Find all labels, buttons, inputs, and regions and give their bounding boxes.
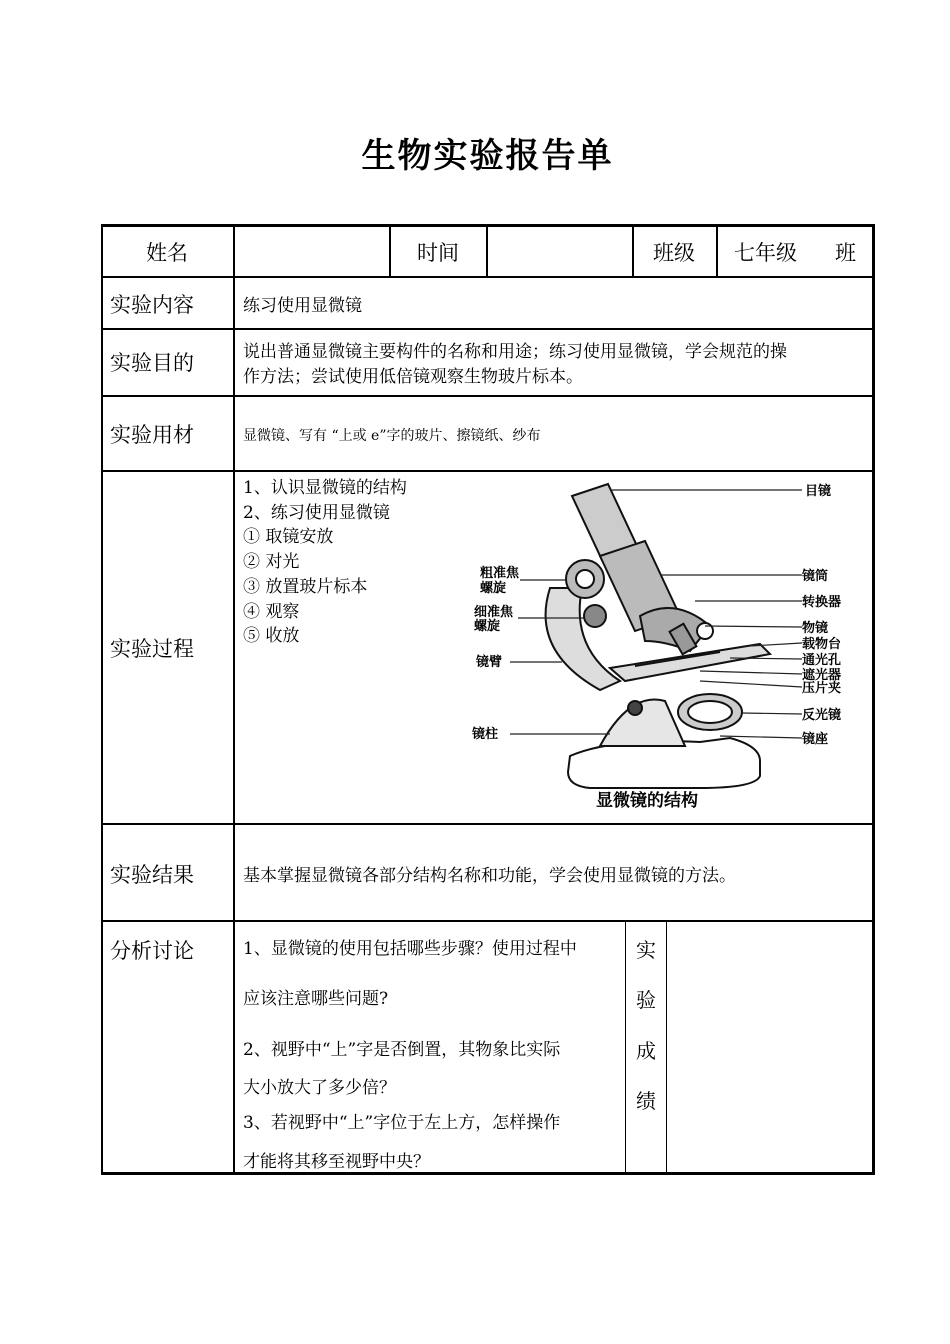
diagram-label-right: 载物台: [802, 637, 842, 652]
pointer-line: [700, 671, 802, 674]
grade-label-char: 绩: [636, 1089, 656, 1113]
name-field[interactable]: [245, 242, 385, 268]
discussion-line: 应该注意哪些问题?: [243, 989, 389, 1009]
time-field[interactable]: [495, 242, 625, 268]
pointer-line: [700, 681, 802, 687]
diagram-label-left: 螺旋: [474, 619, 501, 634]
col-divider: [716, 224, 718, 278]
grade-label-char: 验: [636, 988, 656, 1012]
fine-knob-shape: [584, 605, 606, 627]
time-label: 时间: [417, 241, 459, 265]
diagram-label-right: 目镜: [805, 484, 832, 499]
diagram-label-right: 反光镜: [802, 708, 842, 723]
grade-label-char: 实: [636, 938, 656, 962]
class-label: 班级: [653, 241, 695, 265]
discussion-label: 分析讨论: [110, 939, 194, 963]
purpose-line-2: 作方法；尝试使用低倍镜观察生物玻片标本。: [243, 367, 583, 387]
diagram-label-left: 镜柱: [472, 727, 499, 742]
coarse-knob-inner: [576, 570, 594, 588]
class-grade: 七年级: [734, 241, 797, 265]
result-label: 实验结果: [110, 863, 194, 887]
discussion-line: 2、视野中“上”字是否倒置，其物象比实际: [243, 1040, 561, 1060]
diagram-label-left: 螺旋: [480, 581, 507, 596]
table-border-right: [872, 224, 875, 1175]
discussion-line: 3、若视野中“上”字位于左上方，怎样操作: [243, 1113, 561, 1133]
materials-label: 实验用材: [110, 423, 194, 447]
purpose-line-1: 说出普通显微镜主要构件的名称和用途；练习使用显微镜，学会规范的操: [243, 342, 787, 362]
diagram-label-left: 粗准焦: [480, 566, 520, 581]
col-divider: [486, 224, 488, 278]
result-value: 基本掌握显微镜各部分结构名称和功能，学会使用显微镜的方法。: [243, 866, 736, 886]
row-divider: [101, 328, 875, 330]
mirror-inner: [688, 701, 732, 723]
grade-field[interactable]: [672, 930, 868, 1166]
row-divider: [101, 276, 875, 278]
col-divider: [233, 224, 235, 1175]
row-divider: [101, 920, 875, 922]
col-divider: [632, 224, 634, 278]
diagram-label-right: 物镜: [802, 621, 829, 636]
table-border-left: [101, 224, 103, 1175]
process-step: 1、认识显微镜的结构: [243, 478, 407, 498]
table-border-bottom: [101, 1172, 875, 1175]
arm-shape: [546, 588, 620, 690]
content-label: 实验内容: [110, 293, 194, 317]
diagram-label-right: 镜座: [802, 732, 829, 747]
process-step: ③ 放置玻片标本: [243, 577, 368, 597]
pointer-line: [742, 713, 802, 714]
grade-label-char: 成: [636, 1039, 656, 1063]
table-border-top: [101, 224, 875, 227]
discussion-line: 才能将其移至视野中央？: [243, 1152, 430, 1172]
diagram-caption: 显微镜的结构: [596, 791, 698, 811]
content-value: 练习使用显微镜: [243, 296, 362, 316]
diagram-label-left: 细准焦: [474, 605, 514, 620]
process-label: 实验过程: [110, 637, 194, 661]
name-label: 姓名: [146, 241, 188, 265]
process-step: ② 对光: [243, 552, 300, 572]
col-divider: [625, 920, 626, 1175]
col-divider: [666, 920, 667, 1175]
diagram-label-right: 遮光器: [802, 668, 842, 683]
objective-lens: [697, 623, 713, 639]
discussion-line: 1、显微镜的使用包括哪些步骤？使用过程中: [243, 939, 577, 959]
pivot-shape: [628, 701, 642, 715]
col-divider: [389, 224, 391, 278]
diagram-label-right: 压片夹: [802, 681, 842, 696]
pointer-line: [705, 626, 802, 627]
process-step: 2、练习使用显微镜: [243, 503, 390, 523]
discussion-line: 大小放大了多少倍？: [243, 1078, 396, 1098]
diagram-label-right: 通光孔: [802, 653, 842, 668]
microscope-diagram: [460, 476, 865, 816]
page-title: 生物实验报告单: [361, 136, 614, 176]
process-step: ④ 观察: [243, 602, 300, 622]
row-divider: [101, 823, 875, 825]
process-step: ⑤ 收放: [243, 626, 300, 646]
diagram-label-right: 镜筒: [802, 569, 829, 584]
diagram-label-right: 转换器: [802, 595, 842, 610]
diagram-label-left: 镜臂: [476, 655, 503, 670]
row-divider: [101, 470, 875, 472]
materials-value: 显微镜、写有 “上或 e”字的玻片、擦镜纸、纱布: [243, 428, 541, 444]
purpose-label: 实验目的: [110, 351, 194, 375]
class-suffix: 班: [835, 241, 856, 265]
row-divider: [101, 395, 875, 397]
process-step: ① 取镜安放: [243, 527, 334, 547]
